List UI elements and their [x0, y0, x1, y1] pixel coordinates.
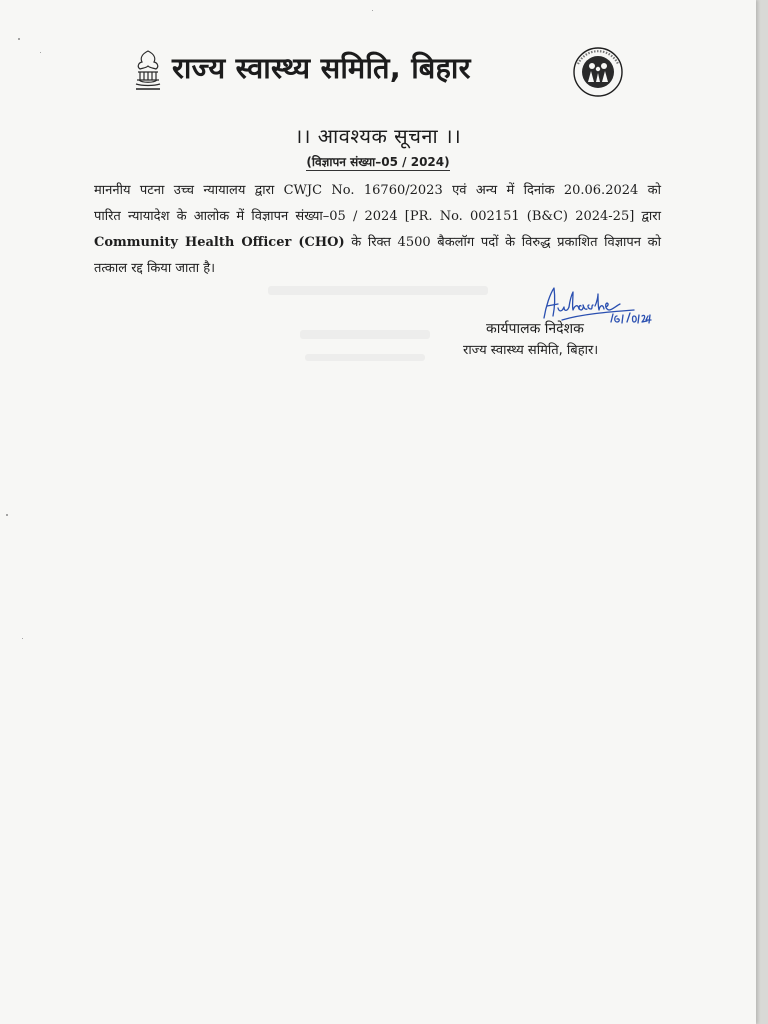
- nhm-logo-icon: [572, 46, 624, 98]
- body-line: पारित न्यायादेश के आलोक में विज्ञापन संख्या–05 / 2024 [PR. No. 002151 (B&C) 2024-25] द्वारा: [94, 209, 661, 224]
- signatory-designation: कार्यपालक निदेशक: [486, 321, 584, 337]
- notice-body: [94, 178, 661, 282]
- scan-speck: [18, 38, 20, 40]
- bihar-emblem-icon: [130, 48, 166, 94]
- scan-speck: [22, 638, 23, 639]
- body-line-rest: के रिक्त 4500 बैकलॉग पदों के विरुद्ध प्रकाशित विज्ञापन को: [344, 235, 661, 250]
- post-name: Community Health Officer (CHO): [94, 235, 345, 250]
- advertisement-number-text: (विज्ञापन संख्या–05 / 2024): [306, 155, 450, 169]
- bleed-through-mark: [300, 330, 430, 339]
- org-title: राज्य स्वास्थ्य समिति, बिहार: [172, 51, 471, 85]
- signatory-organization: राज्य स्वास्थ्य समिति, बिहार।: [463, 343, 599, 358]
- scan-speck: [372, 10, 373, 11]
- body-line: माननीय पटना उच्च न्यायालय द्वारा CWJC No. 16760/2023 एवं अन्य में दिनांक 20.06.2024 को: [94, 183, 661, 198]
- notice-heading: ।। आवश्यक सूचना ।।: [294, 124, 462, 148]
- letterhead: [130, 40, 630, 98]
- scan-speck: [40, 52, 41, 53]
- body-line: तत्काल रद्द किया जाता है।: [94, 261, 216, 276]
- scan-speck: [6, 514, 8, 516]
- bleed-through-mark: [305, 354, 425, 361]
- advertisement-number: [0, 153, 756, 170]
- body-line: [94, 230, 661, 256]
- bleed-through-mark: [268, 286, 488, 295]
